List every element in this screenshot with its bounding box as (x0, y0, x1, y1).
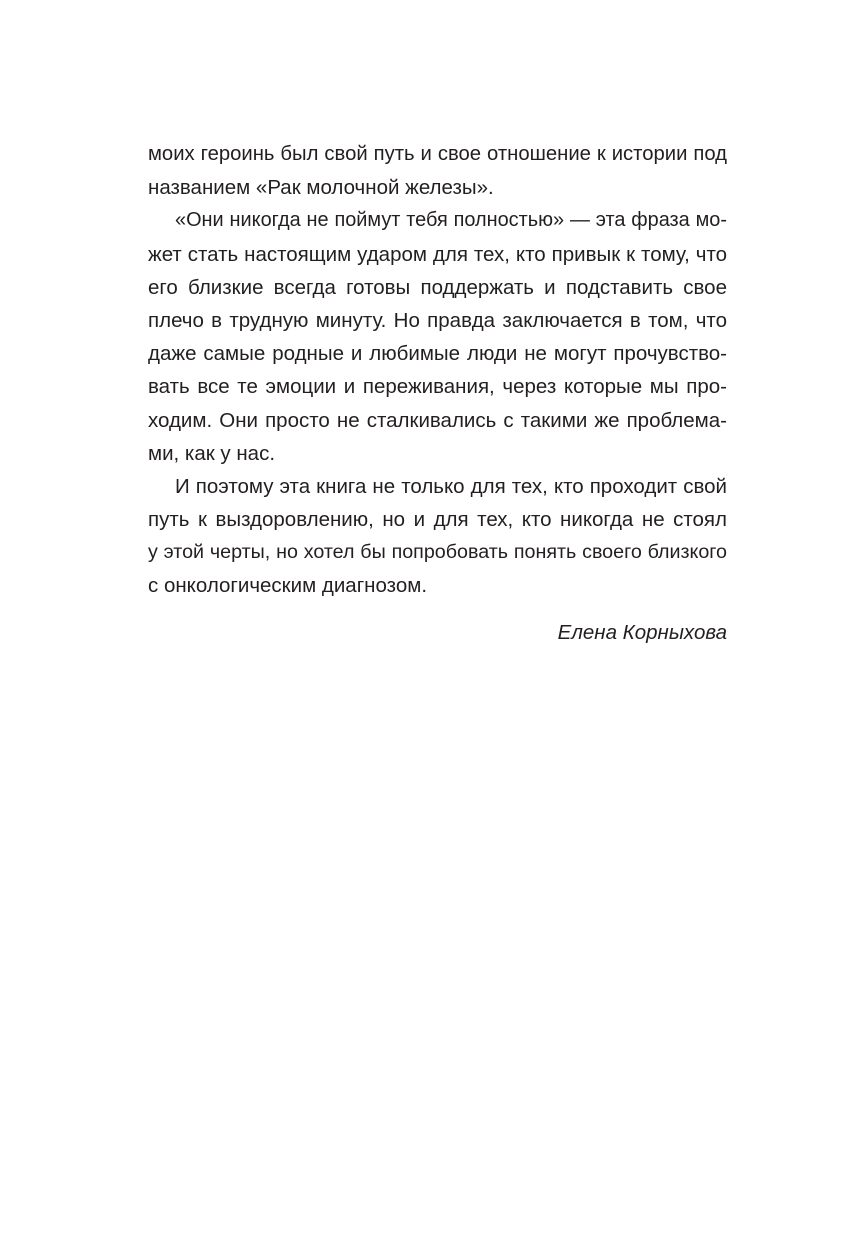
text-line: его близкие всегда готовы поддержать и подставить свое (148, 275, 727, 299)
text-line: моих героинь был свой путь и свое отношение к истории под (148, 143, 727, 165)
paragraph-purpose (148, 470, 727, 603)
text-line: названием «Рак молочной железы». (148, 176, 494, 200)
author-signature: Елена Корныхова (557, 620, 727, 644)
text-line: с онкологическим диагнозом. (148, 574, 428, 598)
paragraph-understanding (148, 204, 727, 470)
text-line: плечо в трудную минуту. Но правда заключается в том, что (148, 308, 727, 332)
text-line: «Они никогда не поймут тебя полностью» — эта фраза мо- (175, 209, 727, 232)
text-line: вать все те эмоции и переживания, через которые мы про- (148, 375, 727, 399)
text-line: у этой черты, но хотел бы попробовать понять своего близкого (148, 541, 727, 564)
text-line: путь к выздоровлению, но и для тех, кто никогда не стоял (148, 508, 727, 532)
paragraph-continuation (148, 138, 727, 204)
text-line: ми, как у нас. (148, 441, 276, 465)
text-line: даже самые родные и любимые люди не могут прочувство- (148, 342, 727, 366)
page-body (148, 138, 727, 649)
text-line: ходим. Они просто не сталкивались с такими же проблема- (148, 408, 727, 432)
text-line: жет стать настоящим ударом для тех, кто привык к тому, что (148, 242, 727, 266)
text-line: И поэтому эта книга не только для тех, кто проходит свой (175, 474, 727, 498)
